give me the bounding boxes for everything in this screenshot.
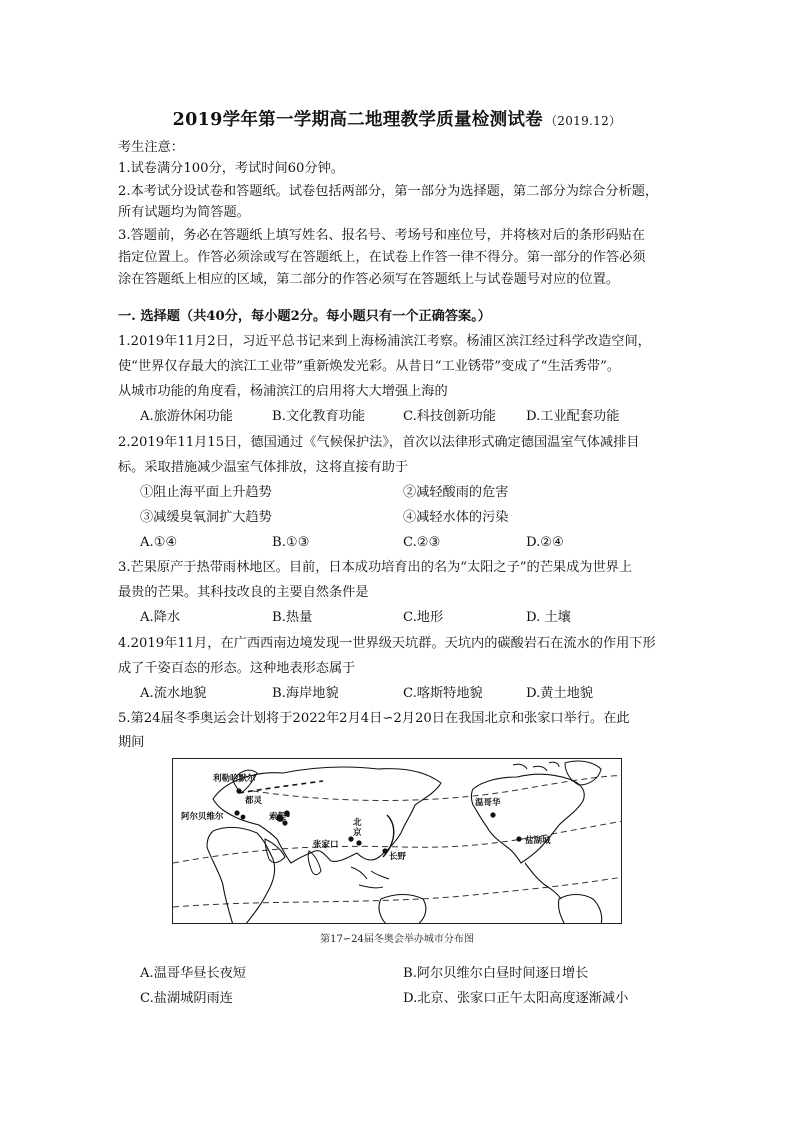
world-map-svg [173, 759, 622, 924]
salt-lake-city-dot [516, 836, 521, 841]
q1-line-2: 使“世界仅存最大的滨江工业带”重新焕发光彩。从昔日“工业锈带”变成了“生活秀带”。 [118, 359, 621, 374]
q2-line-1: 2.2019年11月15日，德国通过《气候保护法》，首次以法律形式确定德国温室气体减排目 [118, 435, 640, 450]
label-salt-lake-city: 盐湖城 [525, 836, 551, 846]
page-title [0, 106, 794, 131]
q2-item-3: ③减缓臭氧洞扩大趋势 [140, 510, 272, 525]
q2-option-a: A.①④ [140, 535, 178, 550]
q1-line-3: 从城市功能的角度看，杨浦滨江的启用将大大增强上海的 [118, 384, 448, 399]
arabia-outline [265, 839, 285, 863]
q5-line-2: 期间 [118, 735, 145, 750]
label-beijing-2: 京 [353, 828, 362, 838]
q5-option-c: C.盐湖城阴雨连 [140, 991, 233, 1006]
q3-line-1: 3.芒果原产于热带雨林地区。目前，日本成功培育出的名为“太阳之子”的芒果成为世界上 [118, 560, 632, 575]
section-heading: 一. 选择题（共40分，每小题2分。每小题只有一个正确答案。） [118, 309, 491, 324]
map-caption: 第17∽24届冬奥会举办城市分布图 [320, 934, 474, 945]
arctic-islands [513, 762, 559, 771]
q1-option-d: D.工业配套功能 [526, 409, 620, 424]
q5-option-a: A.温哥华昼长夜短 [140, 966, 247, 981]
q4-option-d: D.黄土地貌 [526, 686, 594, 701]
q4-line-2: 成了千姿百态的形态。这种地表形态属于 [118, 661, 356, 676]
south-america-outline [558, 895, 601, 925]
north-america-outline [472, 774, 585, 863]
q2-item-2: ②减轻酸雨的危害 [403, 485, 509, 500]
q2-option-d: D.②④ [526, 535, 564, 550]
label-sochi: 索契 [269, 812, 287, 822]
albertville-dot [234, 810, 239, 815]
q4-option-c: C.喀斯特地貌 [403, 686, 483, 701]
india-outline [308, 851, 321, 875]
africa-outline [207, 827, 275, 924]
label-vancouver: 温哥华 [475, 798, 501, 808]
q2-item-1: ①阻止海平面上升趋势 [140, 485, 272, 500]
label-albertville: 阿尔贝维尔 [181, 812, 224, 822]
greenland-outline [565, 761, 601, 785]
q3-option-b: B.热量 [272, 610, 313, 625]
q3-line-2: 最贵的芒果。其科技改良的主要自然条件是 [118, 585, 369, 600]
notice-item-3-cont-2: 涂在答题纸上相应的区域，第二部分的作答必须写在答题纸上与试卷题号对应的位置。 [118, 272, 620, 287]
label-nagano: 长野 [389, 852, 407, 862]
notice-item-3: 3.答题前，务必在答题纸上填写姓名、报名号、考场号和座位号，并将核对后的条形码贴在 [118, 228, 645, 243]
q1-option-a: A.旅游休闲功能 [140, 409, 233, 424]
q1-line-1: 1.2019年11月2日，习近平总书记来到上海杨浦滨江考察。杨浦区滨江经过科学改造空间， [118, 334, 651, 349]
q5-option-b: B.阿尔贝维尔白昼时间逐日增长 [403, 966, 589, 981]
q4-option-a: A.流水地貌 [140, 686, 207, 701]
nagano-dot [382, 848, 387, 853]
label-turin: 都灵 [245, 796, 263, 806]
q4-option-b: B.海岸地貌 [272, 686, 339, 701]
q2-option-b: B.①③ [272, 535, 310, 550]
label-lillehammer: 利勒哈默尔 [213, 774, 256, 784]
q2-item-4: ④减轻水体的污染 [403, 510, 509, 525]
notice-item-2: 2.本考试分设试卷和答题纸。试卷包括两部分，第一部分为选择题，第二部分为综合分析题， [118, 184, 659, 199]
title-date: （2019.12） [544, 114, 622, 128]
q1-option-b: B.文化教育功能 [272, 409, 366, 424]
q2-option-c: C.②③ [403, 535, 441, 550]
turin-dot [241, 815, 246, 820]
vancouver-dot [490, 812, 495, 817]
notice-heading: 考生注意： [118, 140, 184, 155]
notice-item-3-cont-1: 指定位置上。作答必须涂或写在答题纸上，在试卷上作答一律不得分。第一部分的作答必须 [118, 250, 646, 265]
label-zhangjiakou: 张家口 [313, 840, 339, 850]
title-text: 2019学年第一学期高二地理教学质量检测试卷 [172, 110, 543, 130]
q3-option-a: A.降水 [140, 610, 181, 625]
beijing-dot [356, 840, 361, 845]
q4-line-1: 4.2019年11月，在广西西南边境发现一世界级天坑群。天坑内的碳酸岩石在流水的作用下形 [118, 636, 656, 651]
australia-outline [379, 895, 426, 925]
world-map-figure [172, 758, 622, 924]
q5-option-d: D.北京、张家口正午太阳高度逐渐减小 [403, 991, 629, 1006]
notice-item-2-cont: 所有试题均为简答题。 [118, 205, 250, 220]
lillehammer-dot [236, 788, 241, 793]
q3-option-c: C.地形 [403, 610, 444, 625]
q5-line-1: 5.第24届冬季奥运会计划将于2022年2月4日∽2月20日在我国北京和张家口举行。在此 [118, 711, 630, 726]
q1-option-c: C.科技创新功能 [403, 409, 496, 424]
southeast-asia-islands [351, 867, 389, 888]
central-america-outline [525, 863, 561, 899]
q3-option-d: D. 土壤 [526, 610, 571, 625]
q2-line-2: 标。采取措施减少温室气体排放，这将直接有助于 [118, 460, 409, 475]
label-beijing-1: 北 [353, 818, 362, 828]
notice-item-1: 1.试卷满分100分，考试时间60分钟。 [118, 161, 344, 176]
